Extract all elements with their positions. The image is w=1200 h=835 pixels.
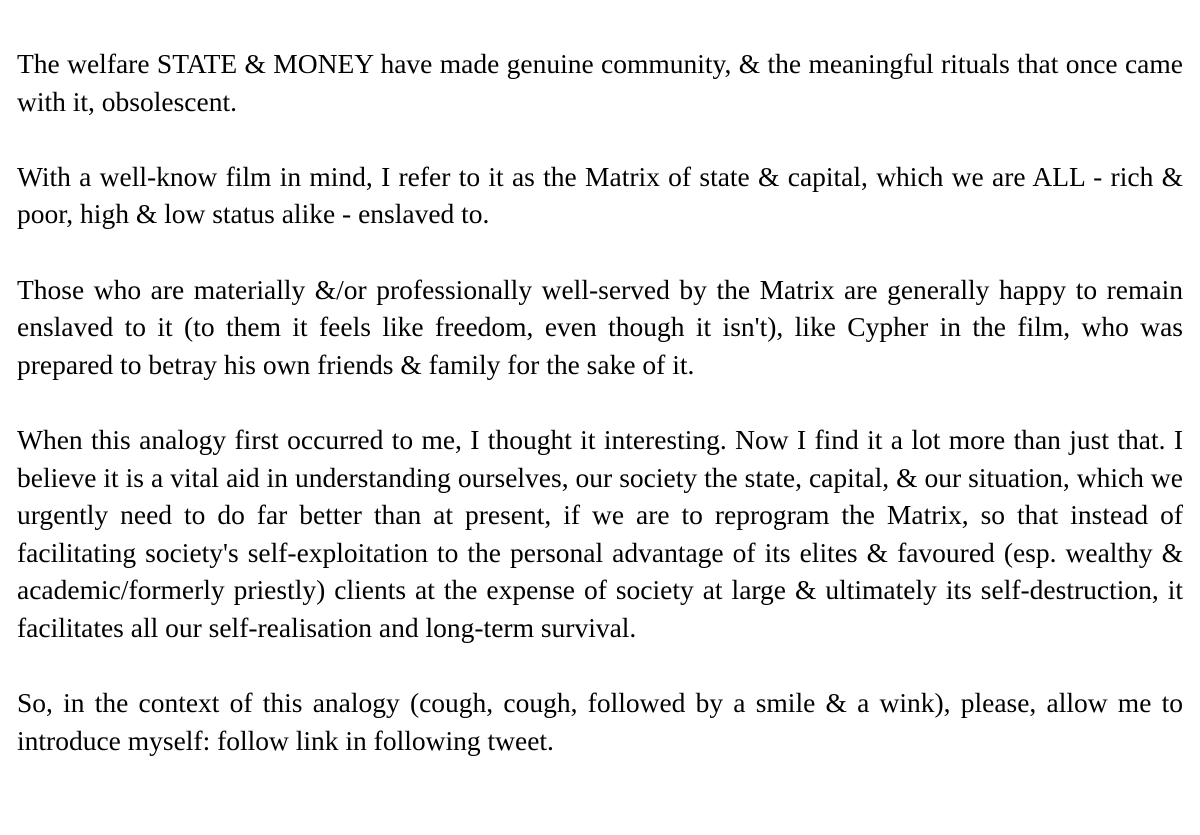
paragraph-welfare-state: The welfare STATE & MONEY have made genuine community, & the meaningful rituals that once came with it, obsolescent.	[17, 48, 1183, 117]
document-body	[17, 45, 1183, 759]
paragraph-cypher: Those who are materially &/or professionally well-served by the Matrix are generally happy to remain enslaved to it (to them it feels like freedom, even though it isn't), like Cypher in the film, who was prepared to betray his own friends & family for the sake of it.	[17, 273, 1183, 380]
paragraph-understanding: When this analogy first occurred to me, I thought it interesting. Now I find it a lot more than just that. I believe it is a vital aid in understanding ourselves, our society the state, capital, & our situation, which we urgently need to do far better than at present, if we are to reprogram the Matrix, so that instead of facilitating society's self-exploitation to the personal advantage of its elites & favoured (esp. wealthy & academic/formerly priestly) clients at the expense of society at large & ultimately its self-destruction, it facilitates all our self-realisation and long-term survival.	[17, 423, 1183, 643]
paragraph-introduction: So, in the context of this analogy (cough, cough, followed by a smile & a wink), please, allow me to introduce myself: follow link in following tweet.	[17, 687, 1183, 756]
paragraph-matrix-analogy: With a well-know film in mind, I refer to it as the Matrix of state & capital, which we are ALL - rich & poor, high & low status alike - enslaved to.	[17, 160, 1183, 230]
